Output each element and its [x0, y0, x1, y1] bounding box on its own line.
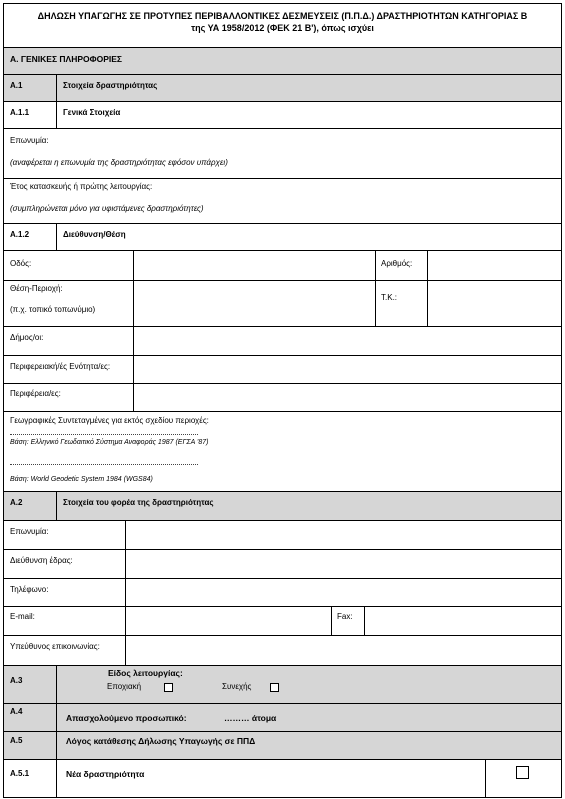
a5-number: Α.5: [10, 736, 23, 745]
a2-name-row: [4, 521, 561, 550]
form-title: [4, 10, 561, 34]
a2-title: Στοιχεία του φορέα της δραστηριότητας: [63, 498, 214, 507]
a3-row: [4, 666, 561, 704]
a2-name-label: Επωνυμία:: [10, 527, 49, 536]
a1-header: [4, 75, 561, 102]
a12-header: [4, 224, 561, 251]
form-frame: [3, 3, 562, 798]
a12-coordinates-field[interactable]: [4, 412, 561, 492]
a3-option-seasonal-label: Εποχιακή: [107, 682, 142, 691]
a3-title: Είδος λειτουργίας:: [108, 668, 183, 678]
a2-address-input[interactable]: [126, 550, 561, 578]
a12-street-row: [4, 251, 561, 281]
a2-contact-label: Υπεύθυνος επικοινωνίας:: [10, 642, 100, 651]
a12-street-input[interactable]: [134, 251, 375, 280]
a11-name-hint: (αναφέρεται η επωνυμία της δραστηριότητας εφόσον υπάρχει): [10, 158, 228, 167]
a4-number: Α.4: [10, 707, 23, 716]
a11-number: Α.1.1: [10, 108, 30, 117]
a12-region-input[interactable]: [134, 384, 561, 411]
a12-number-input[interactable]: [428, 251, 561, 280]
a2-fax-input[interactable]: [365, 607, 561, 635]
a3-option-continuous-label: Συνεχής: [222, 682, 252, 691]
a12-regional-unit-input[interactable]: [134, 356, 561, 383]
a12-region-label: Περιφέρεια/ες:: [10, 389, 61, 398]
a1-number: Α.1: [10, 81, 23, 90]
a2-address-row: [4, 550, 561, 579]
a11-year-hint: (συμπληρώνεται μόνο για υφιστάμενες δραστηριότητες): [10, 204, 204, 213]
a3-seasonal-checkbox[interactable]: [164, 683, 173, 692]
a3-continuous-checkbox[interactable]: [270, 683, 279, 692]
a51-title: Νέα δραστηριότητα: [66, 769, 145, 779]
a2-phone-input[interactable]: [126, 579, 561, 606]
a12-municipality-input[interactable]: [134, 327, 561, 355]
coords-dotted-line-1: [10, 434, 198, 435]
a2-email-label: E-mail:: [10, 612, 35, 621]
section-a-header: [4, 48, 561, 75]
a4-row: [4, 704, 561, 732]
a12-coords-basis2: Βάση: World Geodetic System 1984 (WGS84): [10, 476, 153, 483]
a12-title: Διεύθυνση/Θέση: [63, 230, 126, 239]
a1-title: Στοιχεία δραστηριότητας: [63, 81, 158, 90]
a12-postcode-input[interactable]: [428, 281, 561, 326]
a2-contact-row: [4, 636, 561, 666]
a12-coords-label: Γεωγραφικές Συντεταγμένες για εκτός σχεδίου περιοχές:: [10, 416, 209, 425]
form-title-line2: της ΥΑ 1958/2012 (ΦΕΚ 21 Β'), όπως ισχύει: [191, 23, 374, 33]
a12-number-label: Αριθμός:: [381, 259, 413, 268]
a11-name-field[interactable]: [4, 129, 561, 179]
a51-new-activity-checkbox[interactable]: [516, 766, 529, 779]
a4-title: Απασχολούμενο προσωπικό:: [66, 713, 187, 723]
a5-row: [4, 732, 561, 760]
form-title-line1: ΔΗΛΩΣΗ ΥΠΑΓΩΓΗΣ ΣΕ ΠΡΟΤΥΠΕΣ ΠΕΡΙΒΑΛΛΟΝΤΙΚΕΣ ΔΕΣΜΕΥΣΕΙΣ (Π.Π.Δ.) ΔΡΑΣΤΗΡΙΟΤΗΤΩΝ ΚΑΤΗΓΟΡΙΑΣ Β: [37, 11, 528, 21]
a11-title: Γενικά Στοιχεία: [63, 108, 121, 117]
coords-dotted-line-2: [10, 464, 198, 465]
a12-coords-basis1: Βάση: Ελληνικό Γεωδαιτικό Σύστημα Αναφοράς 1987 (ΕΓΣΑ '87): [10, 439, 209, 446]
a3-number: Α.3: [10, 676, 23, 685]
a12-area-hint: (π.χ. τοπικό τοπωνύμιο): [10, 305, 96, 314]
a2-address-label: Διεύθυνση έδρας:: [10, 556, 73, 565]
a2-fax-label: Fax:: [337, 612, 353, 621]
section-a-title: Α. ΓΕΝΙΚΕΣ ΠΛΗΡΟΦΟΡΙΕΣ: [10, 54, 123, 64]
a12-area-input[interactable]: [134, 281, 375, 326]
a12-municipality-row: [4, 327, 561, 356]
a11-year-label: Έτος κατασκευής ή πρώτης λειτουργίας:: [10, 182, 153, 191]
a12-region-row: [4, 384, 561, 412]
a12-street-label: Οδός:: [10, 259, 32, 268]
a11-year-field[interactable]: [4, 179, 561, 224]
form-header: [4, 4, 561, 48]
a11-name-label: Επωνυμία:: [10, 136, 49, 145]
a12-postcode-label: Τ.Κ.:: [381, 293, 398, 302]
a11-header: [4, 102, 561, 129]
a12-number: Α.1.2: [10, 230, 30, 239]
a12-regional-unit-label: Περιφερειακή/ές Ενότητα/ες:: [10, 362, 111, 371]
a4-staff-count[interactable]: ……… άτομα: [224, 713, 277, 723]
a12-regional-unit-row: [4, 356, 561, 384]
a2-number: Α.2: [10, 498, 23, 507]
a2-phone-row: [4, 579, 561, 607]
a12-area-row: [4, 281, 561, 327]
a2-email-input[interactable]: [126, 607, 331, 635]
a2-contact-input[interactable]: [126, 636, 561, 665]
a12-municipality-label: Δήμος/οι:: [10, 333, 44, 342]
a2-phone-label: Τηλέφωνο:: [10, 585, 49, 594]
a51-number: Α.5.1: [10, 769, 30, 778]
a2-email-fax-row: [4, 607, 561, 636]
a5-title: Λόγος κατάθεσης Δήλωσης Υπαγωγής σε ΠΠΔ: [66, 736, 256, 746]
a2-name-input[interactable]: [126, 521, 561, 549]
a12-area-label: Θέση-Περιοχή:: [10, 284, 63, 293]
a51-row: [4, 760, 561, 797]
a2-header: [4, 492, 561, 521]
